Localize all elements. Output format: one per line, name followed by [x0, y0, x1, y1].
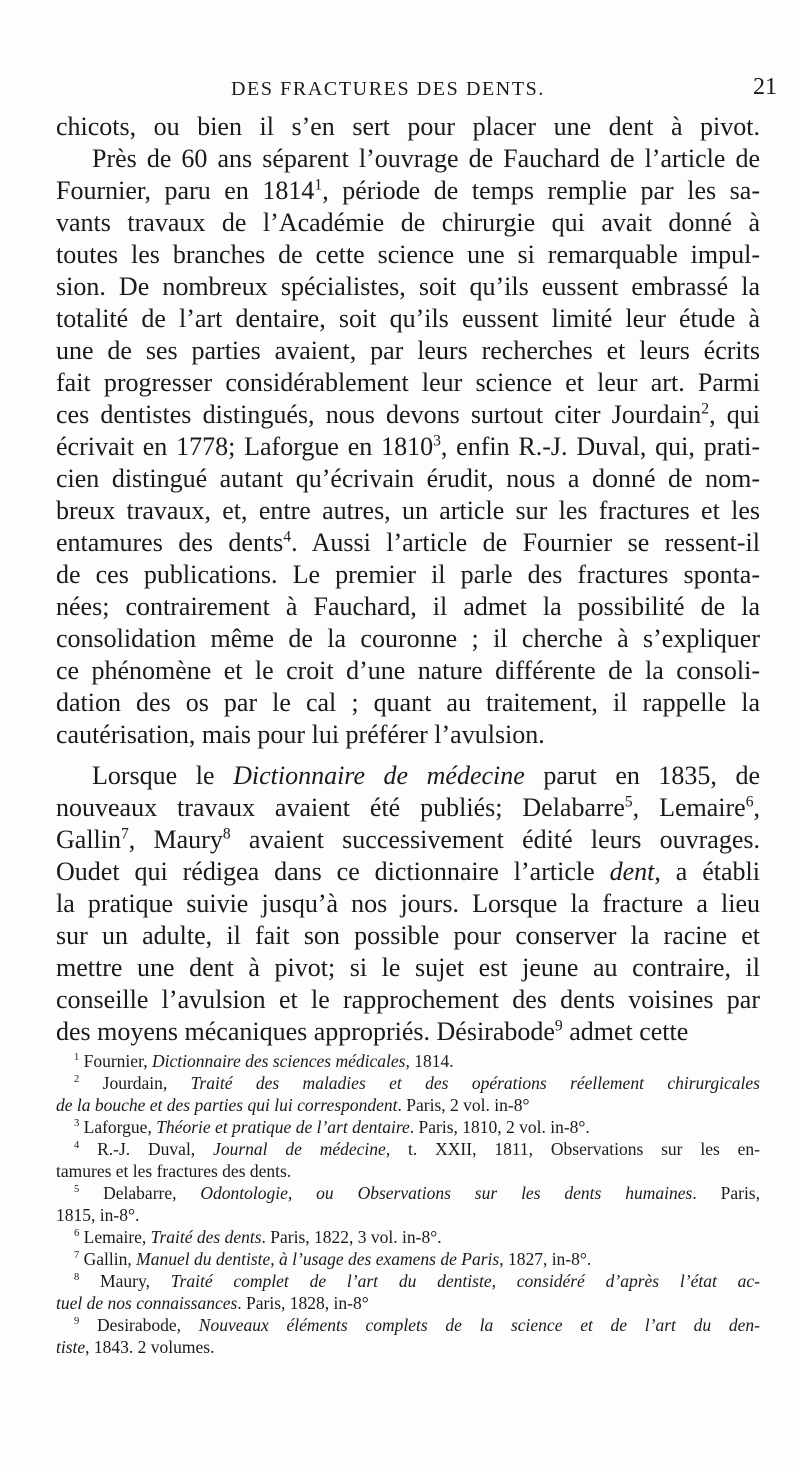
text-run: consolidation même de la couronne ; il cherche à s’expliquer	[56, 624, 760, 653]
text-run: admet cette	[562, 1017, 689, 1046]
italic-text: dent	[609, 857, 655, 886]
body-line	[56, 207, 760, 241]
body-line	[56, 175, 760, 209]
text-run: Delabarre,	[79, 1183, 201, 1203]
text-run: une de ses parties avaient, par leurs recherches et leurs écrits	[56, 336, 760, 365]
text-run: entamures des dents	[56, 528, 284, 557]
text-run: parut en 1835, de	[524, 761, 760, 790]
text-run: toutes les branches de cette science une si remarquable impul-	[56, 240, 760, 269]
text-run: ces dentistes distingués, nous devons surtout citer Jourdain	[56, 400, 702, 429]
italic-text: Traité des maladies et des opérations réellement chirurgicales	[190, 1073, 760, 1093]
text-run: tamures et les fractures des dents.	[56, 1161, 292, 1181]
text-run: avaient successivement édité leurs ouvrages.	[230, 825, 760, 854]
italic-text: tiste	[56, 1337, 86, 1357]
body-line	[56, 920, 760, 954]
body-line	[56, 239, 760, 273]
text-run: sion. De nombreux spécialistes, soit qu’ils eussent embrassé la	[56, 272, 760, 301]
text-run: , qui	[709, 400, 760, 429]
text-run: . Paris, 1810, 2 vol. in-8°.	[409, 1117, 590, 1137]
body-line	[56, 655, 760, 689]
page-number: 21	[753, 74, 777, 100]
text-run: breux travaux, et, entre autres, un article sur les fractures et les	[56, 496, 760, 525]
text-run: . Paris, 1828, in-8°	[237, 1293, 369, 1313]
text-run: ,	[753, 793, 760, 822]
italic-text: Traité des dents	[150, 1227, 262, 1247]
text-run: Gallin,	[79, 1249, 137, 1269]
body-line	[56, 623, 760, 657]
italic-text: Traité complet de l’art du dentiste, considéré d’après l’état ac-	[170, 1271, 760, 1291]
text-run: , t. XXII, 1811, Observations sur les en-	[385, 1139, 760, 1159]
footnotes-line	[74, 1248, 760, 1272]
footnotes-line	[74, 1226, 760, 1250]
running-title: DES FRACTURES DES DENTS.	[231, 78, 545, 100]
body-line	[92, 760, 760, 794]
footnotes-line	[56, 1094, 760, 1118]
text-run: , Maury	[128, 825, 223, 854]
text-run: Maury,	[79, 1271, 171, 1291]
text-run: la pratique suivie jusqu’à nos jours. Lorsque la fracture a lieu	[56, 889, 760, 918]
footnotes-line	[74, 1138, 760, 1162]
body-line	[56, 888, 760, 922]
text-run: Lemaire,	[79, 1227, 151, 1247]
note-marker: 2	[701, 400, 710, 418]
body-line	[56, 559, 760, 593]
body-line	[56, 303, 760, 337]
body-line	[56, 591, 760, 625]
body-line	[56, 792, 760, 826]
note-marker: 6	[74, 1228, 80, 1240]
italic-text: Nouveaux éléments complets de la science et de l’art du den-	[198, 1315, 760, 1335]
italic-text: Théorie et pratique de l’art dentaire	[156, 1117, 410, 1137]
footnotes-line	[74, 1072, 760, 1096]
text-run: 1815, in-8°.	[56, 1205, 140, 1225]
italic-text: Journal de médecine	[213, 1139, 386, 1159]
footnotes-line	[74, 1270, 760, 1294]
footnotes-line	[56, 1204, 760, 1228]
note-marker: 8	[222, 825, 231, 843]
text-run: , 1843. 2 volumes.	[85, 1337, 215, 1357]
body-line	[56, 399, 760, 433]
note-marker: 9	[74, 1316, 80, 1328]
body-line	[56, 335, 760, 369]
text-run: , 1814.	[405, 1051, 454, 1071]
note-marker: 2	[74, 1074, 80, 1086]
italic-text: Odontologie, ou Observations sur les dents humaines	[200, 1183, 693, 1203]
text-run: . Paris, 2 vol. in-8°	[397, 1095, 530, 1115]
body-line	[56, 431, 760, 465]
text-run: Près de 60 ans séparent l’ouvrage de Fauchard de l’article de	[92, 144, 760, 173]
text-run: ce phénomène et le croit d’une nature différente de la consoli-	[56, 656, 760, 685]
body-line	[56, 1016, 760, 1050]
body-line	[56, 463, 760, 497]
note-marker: 5	[74, 1184, 80, 1196]
text-run: mettre une dent à pivot; si le sujet est jeune au contraire, il	[56, 953, 760, 982]
note-marker: 1	[74, 1052, 80, 1064]
text-run: , Lemaire	[632, 793, 746, 822]
text-run: cautérisation, mais pour lui préférer l’avulsion.	[56, 720, 545, 749]
footnotes-line	[56, 1160, 760, 1184]
footnotes-line	[56, 1336, 760, 1360]
note-marker: 4	[74, 1140, 80, 1152]
text-run: Lorsque le	[92, 761, 234, 790]
text-run: . Paris,	[692, 1183, 760, 1203]
footnotes-line	[74, 1050, 760, 1074]
body-line	[56, 367, 760, 401]
note-marker: 9	[554, 1017, 563, 1035]
note-marker: 8	[74, 1272, 80, 1284]
text-run: vants travaux de l’Académie de chirurgie qui avait donné à	[56, 208, 760, 237]
text-run: . Paris, 1822, 3 vol. in-8°.	[261, 1227, 442, 1247]
note-marker: 4	[283, 528, 292, 546]
text-run: sur un adulte, il fait son possible pour conserver la racine et	[56, 921, 760, 950]
italic-text: de la bouche et des parties qui lui correspondent	[56, 1095, 398, 1115]
text-run: nouveaux travaux avaient été publiés; Delabarre	[56, 793, 625, 822]
body-line	[56, 719, 760, 753]
note-marker: 3	[433, 432, 441, 450]
footnotes-line	[74, 1116, 760, 1140]
text-run: totalité de l’art dentaire, soit qu’ils eussent limité leur étude à	[56, 304, 760, 333]
text-run: , a établi	[654, 857, 760, 886]
note-marker: 1	[314, 176, 323, 194]
body-line	[56, 527, 760, 561]
text-run: écrivait en 1778; Laforgue en 1810	[56, 432, 434, 461]
note-marker: 7	[121, 825, 129, 843]
text-run: cien distingué autant qu’écrivain érudit, nous a donné de nom-	[56, 464, 760, 493]
body-line	[92, 143, 760, 177]
italic-text: Dictionnaire de médecine	[233, 761, 525, 790]
text-run: Fournier, paru en 1814	[56, 176, 315, 205]
text-run: Gallin	[56, 825, 121, 854]
note-marker: 7	[74, 1250, 80, 1262]
text-run: de ces publications. Le premier il parle des fractures sponta-	[56, 560, 760, 589]
footnotes-line	[74, 1314, 760, 1338]
text-run: Fournier,	[79, 1051, 152, 1071]
text-run: Laforgue,	[79, 1117, 157, 1137]
text-run: Desirabode,	[79, 1315, 199, 1335]
text-run: dation des os par le cal ; quant au traitement, il rappelle la	[56, 688, 760, 717]
body-line	[56, 687, 760, 721]
italic-text: Manuel du dentiste, à l’usage des examens de Paris	[136, 1249, 500, 1269]
body-line	[56, 984, 760, 1018]
text-run: , enfin R.-J. Duval, qui, prati-	[440, 432, 760, 461]
footnotes-line	[56, 1292, 760, 1316]
text-run: conseille l’avulsion et le rapprochement des dents voisines par	[56, 985, 760, 1014]
text-run: , période de temps remplie par les sa-	[322, 176, 760, 205]
body-line	[56, 271, 760, 305]
body-line	[56, 952, 760, 986]
note-marker: 5	[624, 793, 633, 811]
body-line	[56, 856, 760, 890]
italic-text: tuel de nos connaissances	[56, 1293, 238, 1313]
text-run: , 1827, in-8°.	[499, 1249, 592, 1269]
body-line	[56, 824, 760, 858]
text-run: fait progresser considérablement leur science et leur art. Parmi	[56, 368, 760, 397]
text-run: Jourdain,	[79, 1073, 191, 1093]
body-line	[56, 111, 760, 145]
italic-text: Dictionnaire des sciences médicales	[151, 1051, 406, 1071]
text-run: des moyens mécaniques appropriés. Désirabode	[56, 1017, 555, 1046]
text-run: chicots, ou bien il s’en sert pour placer une dent à pivot.	[56, 112, 760, 141]
text-run: nées; contrairement à Fauchard, il admet la possibilité de la	[56, 592, 760, 621]
text-run: R.-J. Duval,	[79, 1139, 214, 1159]
body-line	[56, 495, 760, 529]
text-run: . Aussi l’article de Fournier se ressent-il	[291, 528, 760, 557]
footnotes-line	[74, 1182, 760, 1206]
text-run: Oudet qui rédigea dans ce dictionnaire l’article	[56, 857, 610, 886]
running-head	[0, 72, 800, 112]
note-marker: 3	[74, 1118, 80, 1130]
note-marker: 6	[745, 793, 754, 811]
